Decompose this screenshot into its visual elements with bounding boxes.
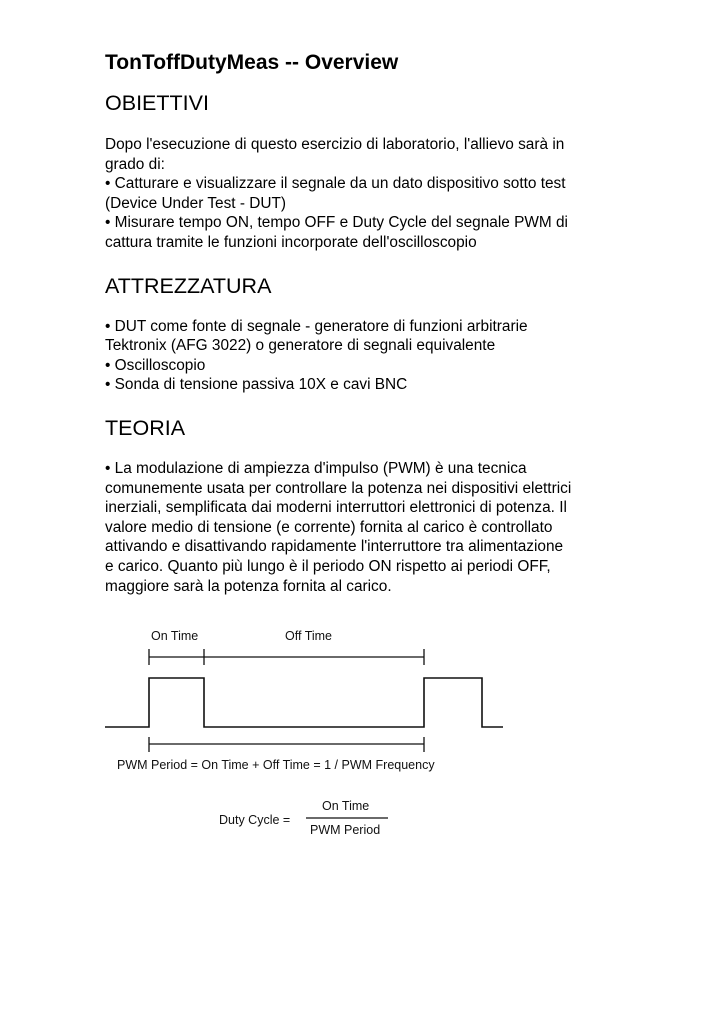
time-dimension-lines	[149, 649, 424, 665]
section-body-teoria	[105, 459, 625, 596]
duty-cycle-label: Duty Cycle =	[219, 813, 291, 827]
text-line: Tektronix (AFG 3022) o generatore di segnali equivalente	[105, 337, 496, 355]
pwm-waveform	[105, 678, 503, 727]
text-line: • Sonda di tensione passiva 10X e cavi BNC	[105, 376, 408, 394]
document-title: TonToffDutyMeas -- Overview	[105, 51, 399, 74]
document-page	[105, 50, 625, 596]
text-line: • DUT come fonte di segnale - generatore di funzioni arbitrarie	[105, 317, 528, 335]
section-body-attrezzatura	[105, 317, 625, 395]
duty-denominator: PWM Period	[310, 823, 381, 837]
text-line: • Oscilloscopio	[105, 356, 206, 374]
text-line: attivando e disattivando rapidamente l'interruttore tra alimentazione	[105, 538, 564, 556]
duty-numerator: On Time	[322, 799, 370, 813]
period-dimension-line	[149, 737, 424, 752]
on-time-label: On Time	[151, 629, 199, 643]
text-line: • La modulazione di ampiezza d'impulso (PWM) è una tecnica	[105, 459, 527, 477]
text-line: • Misurare tempo ON, tempo OFF e Duty Cycle del segnale PWM di	[105, 214, 568, 232]
text-line: (Device Under Test - DUT)	[105, 194, 287, 212]
section-body-obiettivi	[105, 135, 625, 253]
text-line: e carico. Quanto più lungo è il periodo ON rispetto ai periodi OFF,	[105, 557, 551, 575]
section-heading-attrezzatura: ATTREZZATURA	[105, 273, 272, 298]
off-time-label: Off Time	[285, 629, 333, 643]
period-equation: PWM Period = On Time + Off Time = 1 / PWM Frequency	[117, 758, 435, 772]
text-line: cattura tramite le funzioni incorporate dell'oscilloscopio	[105, 233, 477, 251]
text-line: inerziali, semplificata dai moderni interruttori elettronici di potenza. Il	[105, 499, 567, 517]
section-heading-obiettivi: OBIETTIVI	[105, 91, 209, 115]
text-line: comunemente usata per controllare la potenza nei dispositivi elettrici	[105, 479, 572, 497]
text-line: • Catturare e visualizzare il segnale da un dato dispositivo sotto test	[105, 175, 566, 193]
section-heading-teoria: TEORIA	[105, 415, 186, 440]
text-line: Dopo l'esecuzione di questo esercizio di laboratorio, l'allievo sarà in	[105, 136, 565, 153]
text-line: maggiore sarà la potenza fornita al carico.	[105, 577, 392, 595]
text-line: grado di:	[105, 155, 165, 173]
text-line: valore medio di tensione (e corrente) fornita al carico è controllato	[105, 518, 553, 536]
